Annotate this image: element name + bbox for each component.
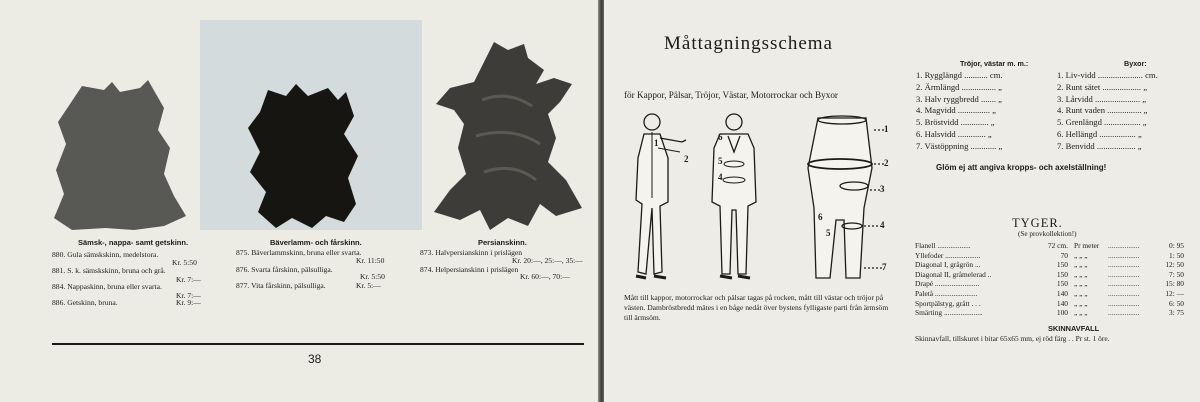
figure-marker: 6 (818, 212, 823, 222)
posture-warning: Glöm ej att angiva kropps- och axelställning! (936, 163, 1107, 172)
figure-marker: 2 (684, 154, 689, 164)
item-text: S. k. sämskskinn, bruna och grå. (67, 266, 166, 275)
item-number: 876. (236, 265, 250, 274)
fabric-per: „ „ „ (1074, 269, 1088, 279)
jacket-measure: 3. Halv ryggbredd ....... „ (916, 93, 1002, 104)
item-880 (52, 250, 158, 260)
persian-skin-image (432, 40, 584, 232)
fabric-price: 12: 50 (1165, 260, 1184, 270)
jacket-measure: 7. Västöppning ............ „ (916, 140, 1003, 151)
trousers-measure: 1. Liv-vidd ..................... cm. (1057, 70, 1158, 80)
item-876 (236, 265, 333, 275)
measurement-note: Mått till kappor, motorrockar och pälsar tagas på rocken, mått till västar och tröjor på västen. Dambröstbredd mätes i en båge nedåt över bystens fylligaste parti från ärmsöm till ärmsöm. (624, 293, 889, 322)
fabric-width: 140 (1056, 288, 1068, 298)
trousers-measure: 4. Runt vaden ................ „ (1057, 105, 1148, 116)
item-875 (236, 248, 362, 258)
fabric-name: Sportpälstyg, grått . . . (915, 298, 981, 308)
page-rule (52, 343, 584, 345)
item-number: 881. (52, 266, 66, 275)
item-number: 873. (420, 248, 434, 257)
fabric-widths (1040, 241, 1068, 318)
fabric-price: 6: 50 (1169, 298, 1184, 308)
fabric-per: „ „ „ (1074, 298, 1088, 308)
item-text: Bäverlammskinn, bruna eller svarta. (251, 248, 362, 257)
item-873-price: Kr. 20:—, 25:—, 35:— (512, 256, 583, 265)
item-text: Vita fårskinn, pälsulliga. (251, 281, 326, 290)
item-873 (420, 248, 522, 258)
fabric-units (1074, 241, 1099, 318)
fabric-width: 150 (1056, 260, 1068, 270)
fabric-width: 100 (1056, 308, 1068, 318)
jacket-measure: 1. Rygglängd ........... cm. (916, 70, 1003, 80)
jacket-measure: 5. Bröstvidd ............. „ (916, 117, 995, 128)
figure-side-man (636, 114, 686, 278)
item-884 (52, 282, 162, 292)
figure-marker: 2 (884, 158, 889, 168)
item-880-price: Kr. 5:50 (172, 258, 197, 267)
figure-marker: 3 (880, 184, 885, 194)
fabrics-subtitle: (Se provkollektion!) (1018, 230, 1077, 238)
fabric-per: „ „ „ (1074, 308, 1088, 318)
beaver-lamb-skin-image (246, 82, 360, 230)
item-number: 886. (52, 298, 66, 307)
skin-waste-heading: SKINNAVFALL (1048, 324, 1100, 333)
group-heading-beaver-lamb: Bäverlamm- och fårskinn. (270, 238, 362, 247)
item-877 (236, 281, 326, 291)
fabric-width: 70 (1060, 250, 1068, 260)
page-number: 38 (308, 352, 322, 366)
group-heading-persian: Persianskinn. (478, 238, 527, 247)
jacket-measure: 4. Magvidd ............... „ (916, 105, 996, 116)
fabric-name: Smärting ..................... (915, 308, 983, 318)
fabric-per: Pr meter (1074, 241, 1100, 250)
fabric-leaders: ................. ................. ................. ................. ................. ................. ................. ................. (1108, 241, 1140, 318)
item-text: Svarta fårskinn, pälsulliga. (251, 265, 333, 274)
item-text: Getskinn, bruna. (67, 298, 118, 307)
trousers-measure: 6. Hellängd ................. „ (1057, 128, 1142, 139)
item-881 (52, 266, 166, 276)
item-number: 877. (236, 281, 250, 290)
item-874-price: Kr. 60:—, 70:— (520, 272, 570, 281)
fabric-name: Flanell .................. (915, 241, 971, 250)
figure-marker: 4 (718, 172, 723, 182)
figure-marker: 5 (718, 156, 723, 166)
page-title: Måttagningsschema (664, 33, 833, 54)
trousers-measure: 5. Grenlängd ................. „ (1057, 117, 1147, 128)
jacket-measure: 2. Ärmlängd ................ „ (916, 81, 1002, 92)
fabrics-title: TYGER. (1012, 216, 1063, 230)
skin-waste-text: Skinnavfall, tillskuret i bitar 65x65 mm, ej röd färg . . Pr st. 1 öre. (915, 334, 1110, 343)
trousers-heading: Byxor: (1124, 59, 1147, 68)
figure-marker: 1 (654, 138, 659, 148)
fabric-name: Diagonal II, gråmelerad .. (915, 269, 992, 279)
figure-marker: 4 (880, 220, 885, 230)
item-876-price: Kr. 5:50 (360, 272, 385, 281)
fabric-price: 1: 50 (1169, 250, 1184, 260)
fabric-price: 0: 95 (1169, 241, 1184, 250)
item-number: 874. (420, 265, 434, 274)
trousers-measure: 2. Runt sätet .................. „ (1057, 81, 1148, 92)
fabric-prices (1150, 241, 1184, 318)
figure-trousers (808, 116, 884, 278)
item-875-price: Kr. 11:50 (356, 256, 385, 265)
jacket-measure: 6. Halsvidd ............. „ (916, 128, 992, 139)
figure-marker: 7 (882, 262, 887, 272)
fabric-per: „ „ „ (1074, 250, 1088, 260)
item-text: Gula sämskskinn, medelstora. (67, 250, 159, 259)
fabric-width: 150 (1056, 269, 1068, 279)
item-number: 880. (52, 250, 66, 259)
item-text: Nappaskinn, bruna eller svarta. (67, 282, 162, 291)
item-877-price: Kr. 5:— (356, 281, 381, 290)
fabric-per: „ „ „ (1074, 288, 1088, 298)
fabric-name: Diagonal I, grågrön ... (915, 260, 981, 270)
fabric-names (915, 241, 991, 318)
item-884-price: Kr. 7:— (176, 291, 201, 300)
figure-marker: 5 (826, 228, 831, 238)
trousers-measure: 7. Benvidd .................. „ (1057, 140, 1142, 151)
chamois-skin-image (52, 78, 192, 230)
fabric-width: 150 (1056, 279, 1068, 289)
fabric-name: Paletå ....................... (915, 288, 978, 298)
trousers-measure: 3. Lårvidd ..................... „ (1057, 93, 1147, 104)
jackets-list (916, 70, 1003, 153)
fabric-name: Yllefoder ................... (915, 250, 981, 260)
item-text: Halvpersianskinn i prislägen (435, 248, 523, 257)
item-number: 875. (236, 248, 250, 257)
fabric-per: „ „ „ (1074, 279, 1088, 289)
item-886-price: Kr. 9:— (176, 298, 201, 307)
fabric-price: 7: 50 (1169, 269, 1184, 279)
fabric-width: 140 (1056, 298, 1068, 308)
measurement-figures (624, 108, 896, 286)
fabric-price: 15: 80 (1165, 279, 1184, 289)
fabric-price: 12: — (1165, 288, 1184, 298)
jackets-heading: Tröjor, västar m. m.: (960, 59, 1029, 68)
trousers-list (1057, 70, 1158, 153)
fabric-price: 3: 75 (1169, 308, 1184, 318)
figure-marker: 1 (884, 124, 889, 134)
fabric-per: „ „ „ (1074, 260, 1088, 270)
fabric-name: Drapé ........................ (915, 279, 980, 289)
page-subtitle: för Kappor, Pälsar, Tröjor, Västar, Motorrockar och Byxor (624, 90, 838, 100)
group-heading-chamois: Sämsk-, nappa- samt getskinn. (78, 238, 189, 247)
item-number: 884. (52, 282, 66, 291)
item-text: Helpersianskinn i prislägen (435, 265, 519, 274)
figure-marker: 6 (718, 132, 723, 142)
item-874 (420, 265, 518, 275)
item-886 (52, 298, 118, 308)
item-881-price: Kr. 7:— (176, 275, 201, 284)
fabric-width: 72 cm. (1047, 241, 1068, 250)
